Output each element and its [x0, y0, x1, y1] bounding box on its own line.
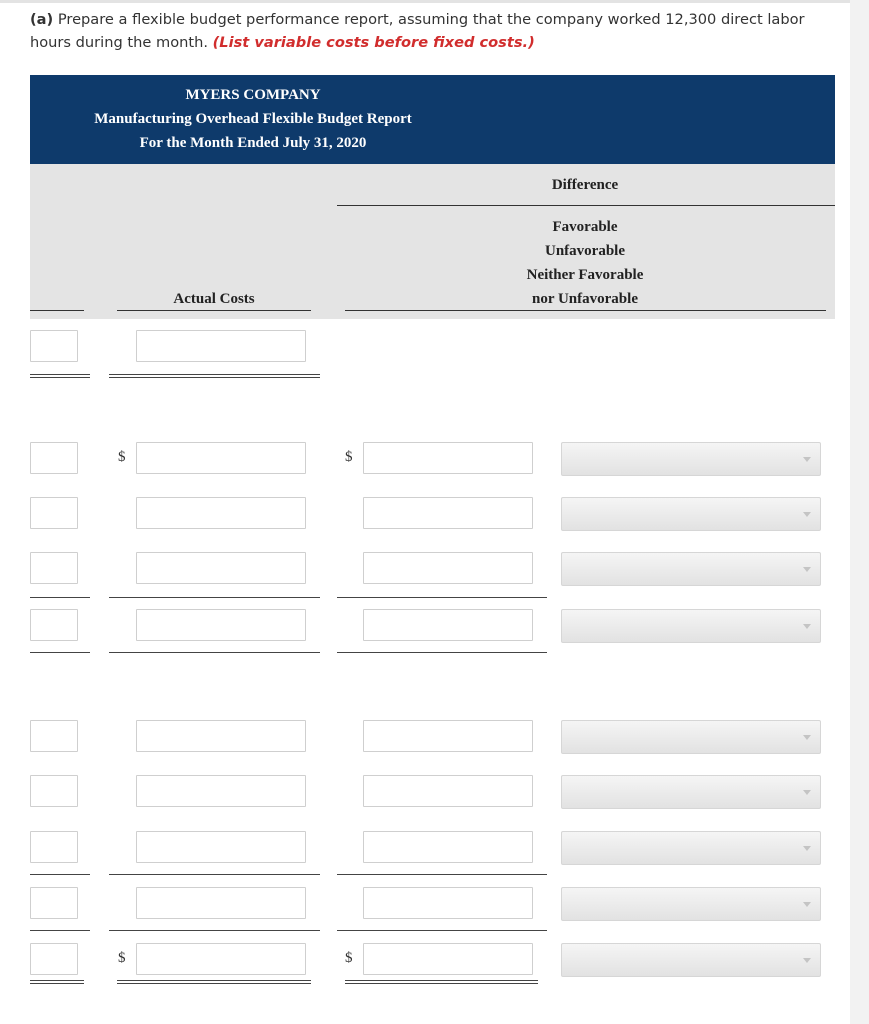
- row-variable-total-name-input[interactable]: [30, 609, 78, 641]
- row-variable-1-name-input[interactable]: [30, 442, 78, 474]
- row-fixed-3-actual-input[interactable]: [136, 831, 306, 863]
- question-note: (List variable costs before fixed costs.): [212, 34, 535, 51]
- row-variable-2-favorable-select[interactable]: [561, 497, 821, 531]
- name-col-fixed-total-rule: [30, 930, 90, 931]
- row-heading-1-name-input[interactable]: [30, 330, 78, 362]
- row-variable-2-actual-input[interactable]: [136, 497, 306, 529]
- row-fixed-3-difference-input[interactable]: [363, 831, 533, 863]
- difference-option-neither-1: Neither Favorable: [526, 267, 644, 283]
- difference-header: Difference: [551, 177, 619, 193]
- question-part-label: (a): [30, 11, 54, 28]
- row-fixed-total-name-input[interactable]: [30, 887, 78, 919]
- row-variable-2-name-input[interactable]: [30, 497, 78, 529]
- row-fixed-total-favorable-select[interactable]: [561, 887, 821, 921]
- chevron-down-icon: [803, 567, 811, 572]
- row-variable-1-actual-input[interactable]: [136, 442, 306, 474]
- row-variable-total-actual-input[interactable]: [136, 609, 306, 641]
- row-variable-total-difference-input[interactable]: [363, 609, 533, 641]
- row-fixed-1-actual-input[interactable]: [136, 720, 306, 752]
- name-col-double-rule: [30, 374, 90, 378]
- chevron-down-icon: [803, 902, 811, 907]
- question-text: Prepare a flexible budget performance report, assuming that the company worked 12,300 direct labor hours during the month.: [30, 11, 805, 51]
- name-col-rule: [30, 310, 84, 311]
- top-divider: [0, 0, 850, 3]
- row-fixed-3-favorable-select[interactable]: [561, 831, 821, 865]
- row-grand-total-difference-input[interactable]: [363, 943, 533, 975]
- row-grand-total-favorable-select[interactable]: [561, 943, 821, 977]
- actual-col-subtotal-rule: [109, 597, 320, 598]
- difference-col-grand-total-double-rule: [345, 980, 538, 984]
- row-variable-3-name-input[interactable]: [30, 552, 78, 584]
- difference-col-subtotal-rule: [337, 597, 547, 598]
- chevron-down-icon: [803, 735, 811, 740]
- row-fixed-2-favorable-select[interactable]: [561, 775, 821, 809]
- difference-col-total-rule: [337, 652, 547, 653]
- row-variable-total-favorable-select[interactable]: [561, 609, 821, 643]
- row-variable-3-favorable-select[interactable]: [561, 552, 821, 586]
- actual-col-grand-total-double-rule: [117, 980, 311, 984]
- currency-symbol: $: [345, 449, 353, 465]
- name-col-total-rule: [30, 652, 90, 653]
- difference-col-fixed-subtotal-rule: [337, 874, 547, 875]
- currency-symbol: $: [118, 449, 126, 465]
- actual-col-total-rule: [109, 652, 320, 653]
- chevron-down-icon: [803, 790, 811, 795]
- row-variable-2-difference-input[interactable]: [363, 497, 533, 529]
- difference-header-rule: [337, 205, 835, 206]
- chevron-down-icon: [803, 512, 811, 517]
- row-fixed-total-difference-input[interactable]: [363, 887, 533, 919]
- row-variable-1-favorable-select[interactable]: [561, 442, 821, 476]
- actual-col-fixed-subtotal-rule: [109, 874, 320, 875]
- difference-col-rule: [345, 310, 826, 311]
- chevron-down-icon: [803, 958, 811, 963]
- report-header: [30, 75, 835, 164]
- difference-option-favorable: Favorable: [552, 219, 618, 235]
- row-fixed-1-favorable-select[interactable]: [561, 720, 821, 754]
- report-period: For the Month Ended July 31, 2020: [139, 135, 367, 151]
- currency-symbol: $: [118, 950, 126, 966]
- difference-option-unfavorable: Unfavorable: [545, 243, 625, 259]
- difference-col-fixed-total-rule: [337, 930, 547, 931]
- actual-col-double-rule: [109, 374, 320, 378]
- row-fixed-1-difference-input[interactable]: [363, 720, 533, 752]
- chevron-down-icon: [803, 624, 811, 629]
- actual-costs-header: Actual Costs: [173, 291, 255, 307]
- row-variable-1-difference-input[interactable]: [363, 442, 533, 474]
- chevron-down-icon: [803, 457, 811, 462]
- currency-symbol: $: [345, 950, 353, 966]
- row-heading-1-actual-input[interactable]: [136, 330, 306, 362]
- name-col-subtotal-rule: [30, 597, 90, 598]
- column-headers: [30, 164, 835, 319]
- name-col-grand-total-double-rule: [30, 980, 84, 984]
- row-fixed-1-name-input[interactable]: [30, 720, 78, 752]
- difference-option-neither-2: nor Unfavorable: [532, 291, 638, 307]
- actual-col-fixed-total-rule: [109, 930, 320, 931]
- row-fixed-2-name-input[interactable]: [30, 775, 78, 807]
- row-fixed-2-difference-input[interactable]: [363, 775, 533, 807]
- row-variable-3-difference-input[interactable]: [363, 552, 533, 584]
- row-grand-total-actual-input[interactable]: [136, 943, 306, 975]
- name-col-fixed-subtotal-rule: [30, 874, 90, 875]
- actual-col-rule: [117, 310, 311, 311]
- company-name: MYERS COMPANY: [185, 87, 321, 103]
- row-grand-total-name-input[interactable]: [30, 943, 78, 975]
- question-prompt: [30, 8, 840, 54]
- report-title: Manufacturing Overhead Flexible Budget Report: [94, 111, 412, 127]
- row-fixed-3-name-input[interactable]: [30, 831, 78, 863]
- chevron-down-icon: [803, 846, 811, 851]
- row-fixed-2-actual-input[interactable]: [136, 775, 306, 807]
- row-fixed-total-actual-input[interactable]: [136, 887, 306, 919]
- row-variable-3-actual-input[interactable]: [136, 552, 306, 584]
